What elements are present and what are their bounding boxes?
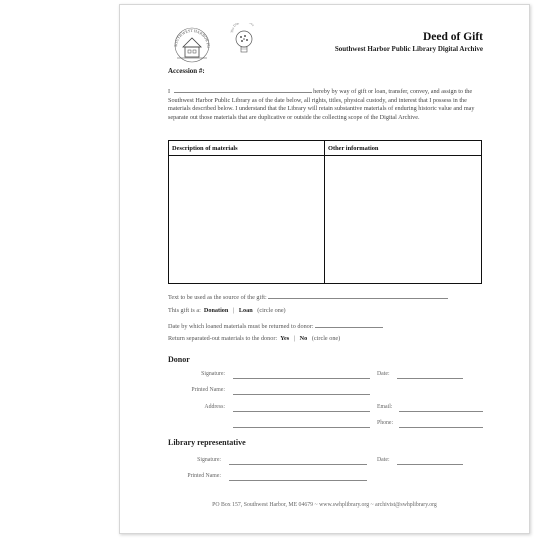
library-seal-logo	[169, 23, 215, 63]
return-separated-row	[168, 335, 340, 342]
donor-date-line[interactable]	[397, 378, 463, 379]
no-option[interactable]: No	[299, 335, 308, 342]
gift-type-row	[168, 307, 286, 314]
description-header: Description of materials	[169, 141, 325, 156]
donor-address-label: Address:	[204, 404, 225, 410]
donor-printed-name-line[interactable]	[233, 394, 370, 395]
rep-date-line[interactable]	[397, 464, 463, 465]
footer-contact: PO Box 157, Southwest Harbor, ME 04679 ~ www.swhplibrary.org ~ archivist@swhplibrary.org	[212, 502, 437, 508]
loan-option[interactable]: Loan	[238, 307, 253, 314]
intro-paragraph	[168, 86, 480, 122]
archive-badge-text: The Dig ive	[229, 23, 256, 34]
donor-signature-line[interactable]	[233, 378, 370, 379]
option-separator: |	[232, 307, 235, 314]
rep-signature-line[interactable]	[229, 464, 367, 465]
materials-table	[168, 140, 482, 284]
description-cell[interactable]	[169, 156, 325, 284]
digital-archive-lightbulb-logo	[229, 23, 259, 59]
donor-phone-line[interactable]	[399, 427, 483, 428]
document-subtitle: Southwest Harbor Public Library Digital Archive	[334, 45, 483, 53]
donor-address-line-2[interactable]	[233, 427, 370, 428]
return-separated-label: Return separated-out materials to the donor:	[168, 335, 278, 342]
donor-email-label: Email:	[377, 404, 393, 410]
library-rep-heading: Library representative	[168, 438, 246, 447]
gift-source-row	[168, 292, 448, 301]
rep-printed-name-line[interactable]	[229, 480, 367, 481]
return-date-row	[168, 321, 383, 330]
document-page	[119, 4, 530, 534]
rep-date-label: Date:	[377, 457, 390, 463]
gift-source-blank[interactable]	[268, 292, 448, 299]
seal-text: SOUTHWEST HARBOR PU	[172, 27, 212, 49]
donor-date-label: Date:	[377, 371, 390, 377]
donor-email-line[interactable]	[399, 411, 483, 412]
return-date-blank[interactable]	[315, 321, 383, 328]
donor-signature-label: Signature:	[201, 371, 225, 377]
circle-one-note: (circle one)	[257, 307, 286, 314]
option-separator: |	[293, 335, 296, 342]
intro-lead: I	[168, 88, 171, 95]
circle-one-note: (circle one)	[311, 335, 341, 342]
other-info-header: Other information	[325, 141, 482, 156]
donor-heading: Donor	[168, 355, 190, 364]
svg-text:The Digital Archive	[230, 23, 255, 33]
yes-option[interactable]: Yes	[280, 335, 290, 342]
intro-text: hereby by way of gift or loan, transfer, convey, and assign to the Southwest Harbor Public Library as of the date below, all rights, titles, physical custody, and interest that I possess in the materials described below. I understand that the Library will retain substantive materials of enduring historic value and may separate out those materials that are duplicative or outside the collecting scope of the Digital Archive.	[168, 88, 475, 121]
donor-phone-label: Phone:	[377, 420, 394, 426]
rep-signature-label: Signature:	[197, 457, 221, 463]
donor-address-line-1[interactable]	[233, 411, 370, 412]
gift-type-label: This gift is a:	[168, 307, 201, 314]
other-info-cell[interactable]	[325, 156, 482, 284]
document-title: Deed of Gift	[422, 31, 483, 43]
accession-label: Accession #:	[168, 67, 205, 75]
donation-option[interactable]: Donation	[203, 307, 229, 314]
rep-printed-name-label: Printed Name:	[187, 473, 221, 479]
donor-printed-name-label: Printed Name:	[191, 387, 225, 393]
gift-source-label: Text to be used as the source of the gift:	[168, 294, 267, 301]
donor-name-blank[interactable]	[174, 86, 312, 93]
return-date-label: Date by which loaned materials must be returned to donor:	[168, 323, 314, 330]
